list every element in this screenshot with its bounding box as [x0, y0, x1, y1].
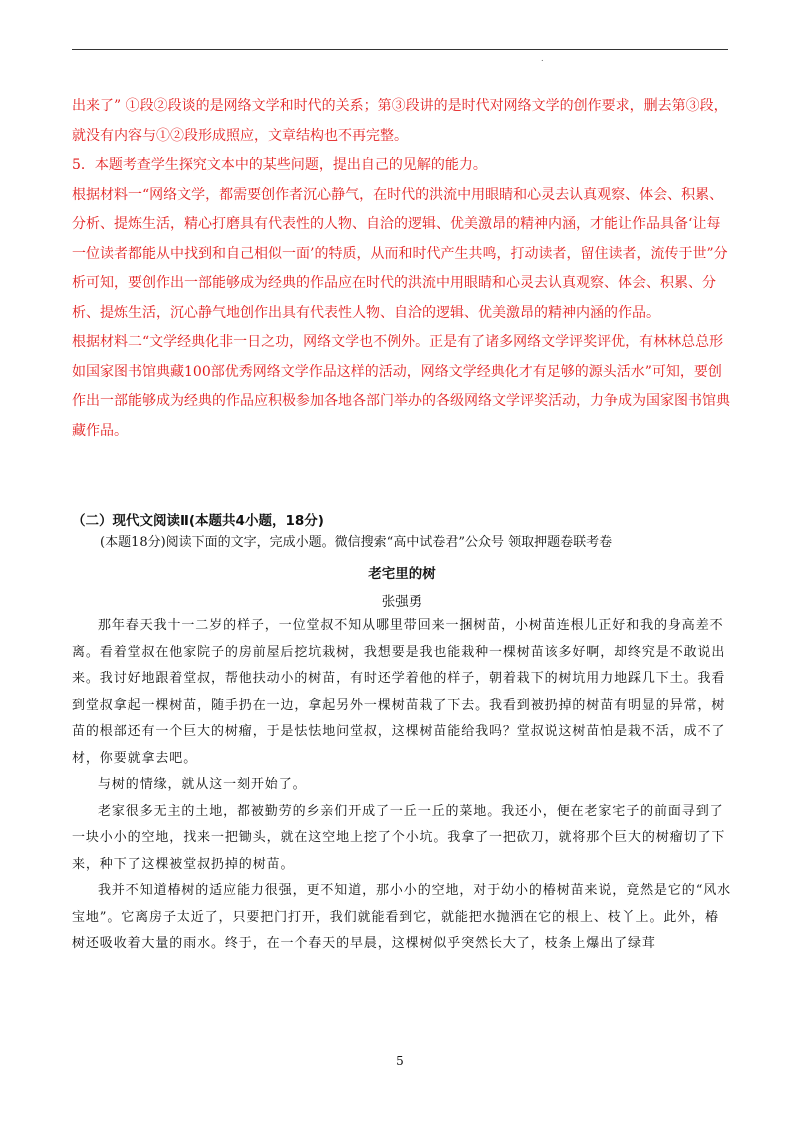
page-number: 5 [396, 1054, 404, 1068]
header-rule [72, 49, 728, 50]
article-paragraph: 我并不知道椿树的适应能力很强，更不知道，那小小的空地，对于幼小的椿树苗来说，竟然是它的“风水宝地”。它离房子太近了，只要把门打开，我们就能看到它，就能把水抛洒在它的根上、枝丫上。此外，椿树还吸收着大量的雨水。终于，在一个春天的早晨，这棵树似乎突然长大了，枝条上爆出了绿茸 [72, 883, 732, 951]
article-title: 老宅里的树 [368, 566, 436, 582]
article-body [72, 613, 732, 958]
answer-paragraph: 根据材料一“网络文学，都需要创作者沉心静气，在时代的洪流中用眼睛和心灵去认真观察、体会、积累、分析、提炼生活，精心打磨具有代表性的人物、自洽的逻辑、优美激昂的精神内涵，才能让作品具备‘让每一位读者都能从中找到和自己相似一面’的特质，从而和时代产生共鸣，打动读者，留住读者，流传于世”分析可知，要创作出一部能够成为经典的作品应在时代的洪流中用眼睛和心灵去认真观察、体会、积累、分析、提炼生活，沉心静气地创作出具有代表性人物、自洽的逻辑、优美激昂的精神内涵的作品。 [72, 186, 728, 321]
header-dot: . [541, 54, 544, 63]
article-paragraph: 与树的情缘，就从这一刻开始了。 [98, 777, 307, 792]
section-intro: (本题18分)阅读下面的文字，完成小题。微信搜索“高中试卷君”公众号 领取押题卷联考卷 [100, 535, 613, 550]
article-paragraph: 那年春天我十一二岁的样子，一位堂叔不知从哪里带回来一捆树苗，小树苗连根儿正好和我的身高差不离。看着堂叔在他家院子的房前屋后挖坑栽树，我想要是我也能栽种一棵树苗该多好啊，却终究是不敢说出来。我讨好地跟着堂叔，帮他扶动小的树苗，有时还学着他的样子，朝着栽下的树坑用力地踩几下土。我看到堂叔拿起一棵树苗，随手扔在一边，拿起另外一棵树苗栽了下去。我看到被扔掉的树苗有明显的异常，树苗的根部还有一个巨大的树瘤，于是怯怯地问堂叔，这棵树苗能给我吗？堂叔说这树苗怕是栽不活，成不了材，你要就拿去吧。 [72, 618, 726, 766]
reading-section-header [72, 511, 732, 613]
article-author: 张强勇 [381, 594, 423, 610]
answer-analysis [72, 92, 732, 446]
answer-paragraph: 出来了” ①段②段谈的是网络文学和时代的关系；第③段讲的是时代对网络文学的创作要求，删去第③段，就没有内容与①②段形成照应，文章结构也不再完整。 [72, 98, 728, 144]
article-paragraph: 老家很多无主的土地，都被勤劳的乡亲们开成了一丘一丘的菜地。我还小，便在老家宅子的前面寻到了一块小小的空地，找来一把锄头，就在这空地上挖了个小坑。我拿了一把砍刀，就将那个巨大的树瘤切了下来，种下了这棵被堂叔扔掉的树苗。 [72, 803, 726, 872]
answer-paragraph: 5．本题考查学生探究文本中的某些问题，提出自己的见解的能力。 [72, 157, 487, 173]
section-title: （二）现代文阅读Ⅱ(本题共4小题，18分) [72, 513, 324, 529]
answer-paragraph: 根据材料二“文学经典化非一日之功，网络文学也不例外。正是有了诸多网络文学评奖评优，有林林总总形如国家图书馆典藏100部优秀网络文学作品这样的活动，网络文学经典化才有足够的源头活水”可知，要创作出一部能够成为经典的作品应积极参加各地各部门举办的各级网络文学评奖活动，力争成为国家图书馆典藏作品。 [72, 334, 730, 439]
